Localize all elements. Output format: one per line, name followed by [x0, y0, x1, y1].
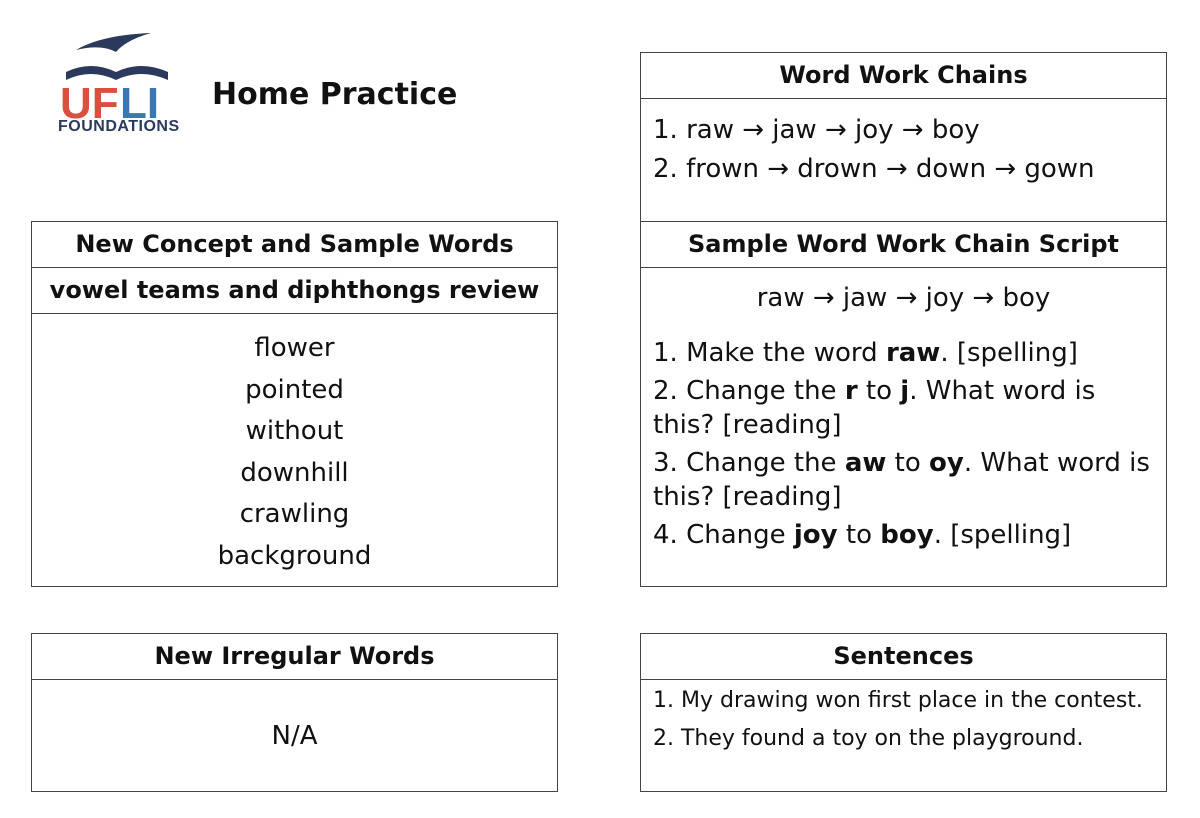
irregular-box — [31, 633, 558, 792]
chain-item: 1. raw → jaw → joy → boy — [653, 115, 980, 145]
book-bird-icon — [56, 30, 176, 120]
script-step-1: 1. Make the word raw. [spelling] — [653, 338, 1078, 368]
sample-word: background — [217, 540, 372, 571]
script-steps — [641, 328, 1166, 552]
sentences-list — [641, 680, 1166, 754]
sentence-item: 2. They found a toy on the playground. — [653, 726, 1084, 751]
sentences-box — [640, 633, 1167, 792]
sample-word: crawling — [239, 499, 350, 529]
sample-word: pointed — [245, 374, 344, 405]
script-header: Sample Word Work Chain Script — [641, 222, 1166, 268]
logo-letters: UF — [60, 79, 119, 120]
script-chain: raw → jaw → joy → boy — [756, 283, 1051, 313]
sample-word: downhill — [240, 457, 349, 488]
script-step-2: 2. Change the r to j. What word is this? [reading] — [653, 376, 1096, 440]
script-box — [640, 221, 1167, 587]
sentence-item: 1. My drawing won first place in the contest. — [653, 688, 1143, 713]
sample-words-list — [32, 314, 557, 577]
sample-word: flower — [254, 333, 335, 363]
concept-box — [31, 221, 558, 587]
sentences-header: Sentences — [641, 634, 1166, 680]
chains-list — [641, 99, 1166, 189]
concept-header: New Concept and Sample Words — [32, 222, 557, 268]
chains-header: Word Work Chains — [641, 53, 1166, 99]
sample-word: without — [245, 416, 344, 446]
chains-box — [640, 52, 1167, 222]
concept-subheader: vowel teams and diphthongs review — [32, 268, 557, 314]
logo-foundations-text: FOUNDATIONS — [58, 118, 180, 135]
irregular-header: New Irregular Words — [32, 634, 557, 680]
script-step-3: 3. Change the aw to oy. What word is this? [reading] — [653, 448, 1150, 512]
page-title: Home Practice — [212, 77, 458, 112]
chain-item: 2. frown → drown → down → gown — [653, 154, 1095, 184]
ufli-logo — [56, 30, 180, 160]
script-step-4: 4. Change joy to boy. [spelling] — [653, 520, 1072, 550]
svg-text:LI: LI — [120, 79, 160, 120]
irregular-value: N/A — [271, 721, 318, 751]
